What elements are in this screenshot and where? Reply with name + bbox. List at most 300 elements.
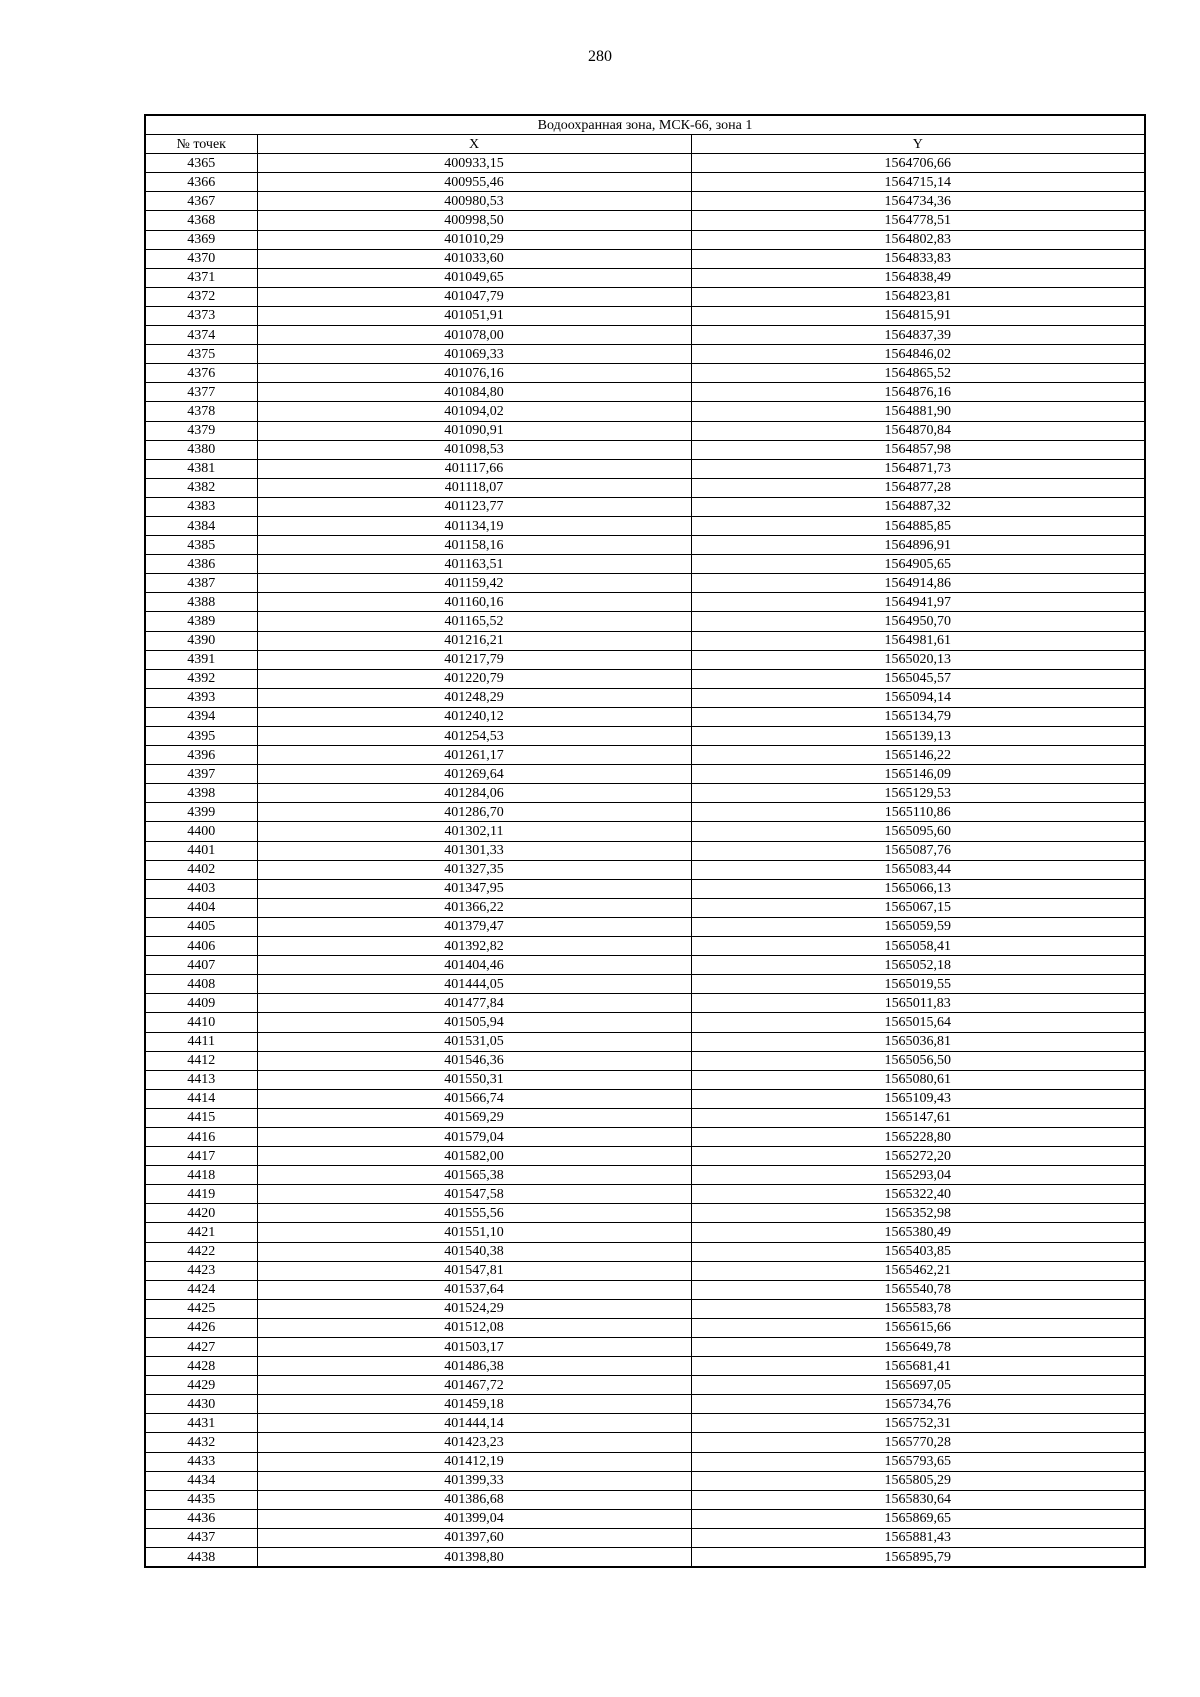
cell-point-number: 4393 (145, 688, 257, 707)
cell-x: 401118,07 (257, 478, 691, 497)
table-row (145, 1089, 1145, 1108)
cell-y: 1564941,97 (691, 593, 1145, 612)
cell-x: 401301,33 (257, 841, 691, 860)
cell-point-number: 4426 (145, 1318, 257, 1337)
cell-point-number: 4398 (145, 784, 257, 803)
table-row (145, 994, 1145, 1013)
table-row (145, 1108, 1145, 1127)
cell-point-number: 4392 (145, 669, 257, 688)
table-body (145, 154, 1145, 1567)
cell-point-number: 4420 (145, 1204, 257, 1223)
cell-x: 401399,33 (257, 1471, 691, 1490)
cell-y: 1565770,28 (691, 1433, 1145, 1452)
cell-point-number: 4411 (145, 1032, 257, 1051)
cell-x: 401366,22 (257, 898, 691, 917)
cell-x: 401076,16 (257, 364, 691, 383)
cell-point-number: 4371 (145, 268, 257, 287)
page-number: 280 (588, 48, 612, 65)
cell-point-number: 4406 (145, 937, 257, 956)
cell-x: 401537,64 (257, 1280, 691, 1299)
cell-point-number: 4436 (145, 1509, 257, 1528)
cell-y: 1565146,09 (691, 765, 1145, 784)
cell-point-number: 4376 (145, 364, 257, 383)
table-row (145, 459, 1145, 478)
cell-x: 400955,46 (257, 173, 691, 192)
cell-x: 401033,60 (257, 249, 691, 268)
cell-y: 1564877,28 (691, 478, 1145, 497)
table-row (145, 1548, 1145, 1568)
cell-point-number: 4396 (145, 746, 257, 765)
cell-x: 401123,77 (257, 497, 691, 516)
cell-y: 1565109,43 (691, 1089, 1145, 1108)
cell-x: 401398,80 (257, 1548, 691, 1568)
cell-point-number: 4407 (145, 956, 257, 975)
cell-x: 401551,10 (257, 1223, 691, 1242)
table-row (145, 956, 1145, 975)
cell-y: 1565380,49 (691, 1223, 1145, 1242)
cell-x: 401047,79 (257, 287, 691, 306)
cell-point-number: 4423 (145, 1261, 257, 1280)
cell-x: 401397,60 (257, 1528, 691, 1547)
cell-x: 401117,66 (257, 459, 691, 478)
table-row (145, 688, 1145, 707)
cell-y: 1564802,83 (691, 230, 1145, 249)
column-header-y: Y (691, 135, 1145, 154)
column-header-x: X (257, 135, 691, 154)
cell-point-number: 4415 (145, 1108, 257, 1127)
table-row (145, 192, 1145, 211)
cell-x: 401540,38 (257, 1242, 691, 1261)
cell-y: 1565805,29 (691, 1471, 1145, 1490)
cell-x: 401217,79 (257, 650, 691, 669)
cell-y: 1565869,65 (691, 1509, 1145, 1528)
cell-x: 401216,21 (257, 631, 691, 650)
cell-x: 401546,36 (257, 1051, 691, 1070)
cell-point-number: 4382 (145, 478, 257, 497)
cell-x: 401160,16 (257, 593, 691, 612)
cell-point-number: 4432 (145, 1433, 257, 1452)
cell-x: 401240,12 (257, 707, 691, 726)
cell-point-number: 4400 (145, 822, 257, 841)
table-row (145, 1166, 1145, 1185)
cell-x: 401327,35 (257, 860, 691, 879)
cell-x: 401459,18 (257, 1395, 691, 1414)
cell-y: 1565059,59 (691, 917, 1145, 936)
cell-point-number: 4408 (145, 975, 257, 994)
cell-point-number: 4419 (145, 1185, 257, 1204)
table-row (145, 1032, 1145, 1051)
cell-point-number: 4375 (145, 345, 257, 364)
table-row (145, 917, 1145, 936)
table-row (145, 746, 1145, 765)
table-row (145, 173, 1145, 192)
cell-x: 400980,53 (257, 192, 691, 211)
table-row (145, 1471, 1145, 1490)
table-row (145, 1242, 1145, 1261)
cell-y: 1564838,49 (691, 268, 1145, 287)
cell-x: 400998,50 (257, 211, 691, 230)
cell-x: 401269,64 (257, 765, 691, 784)
table-row (145, 765, 1145, 784)
cell-point-number: 4425 (145, 1299, 257, 1318)
cell-point-number: 4391 (145, 650, 257, 669)
cell-x: 401347,95 (257, 879, 691, 898)
cell-x: 401284,06 (257, 784, 691, 803)
cell-x: 401547,81 (257, 1261, 691, 1280)
cell-y: 1564905,65 (691, 555, 1145, 574)
cell-point-number: 4394 (145, 707, 257, 726)
cell-y: 1565615,66 (691, 1318, 1145, 1337)
table-row (145, 975, 1145, 994)
cell-point-number: 4390 (145, 631, 257, 650)
cell-x: 401512,08 (257, 1318, 691, 1337)
cell-x: 401094,02 (257, 402, 691, 421)
cell-y: 1564887,32 (691, 497, 1145, 516)
cell-y: 1565020,13 (691, 650, 1145, 669)
cell-point-number: 4403 (145, 879, 257, 898)
table-row (145, 1395, 1145, 1414)
cell-x: 401444,05 (257, 975, 691, 994)
table-row (145, 784, 1145, 803)
table-row (145, 1070, 1145, 1089)
cell-point-number: 4388 (145, 593, 257, 612)
table-row (145, 1318, 1145, 1337)
table-row (145, 326, 1145, 345)
table-row (145, 860, 1145, 879)
cell-point-number: 4370 (145, 249, 257, 268)
cell-x: 401163,51 (257, 555, 691, 574)
cell-point-number: 4416 (145, 1127, 257, 1146)
cell-x: 401220,79 (257, 669, 691, 688)
cell-x: 401486,38 (257, 1357, 691, 1376)
cell-point-number: 4401 (145, 841, 257, 860)
table-row (145, 1127, 1145, 1146)
cell-y: 1565352,98 (691, 1204, 1145, 1223)
cell-point-number: 4410 (145, 1013, 257, 1032)
cell-x: 401159,42 (257, 574, 691, 593)
cell-point-number: 4414 (145, 1089, 257, 1108)
cell-x: 401477,84 (257, 994, 691, 1013)
cell-y: 1564950,70 (691, 612, 1145, 631)
cell-y: 1564870,84 (691, 421, 1145, 440)
column-header-point-number: № точек (145, 135, 257, 154)
table-row (145, 364, 1145, 383)
table-row (145, 230, 1145, 249)
cell-x: 401165,52 (257, 612, 691, 631)
cell-x: 401467,72 (257, 1376, 691, 1395)
cell-y: 1565697,05 (691, 1376, 1145, 1395)
cell-y: 1565649,78 (691, 1338, 1145, 1357)
cell-point-number: 4395 (145, 727, 257, 746)
cell-y: 1565019,55 (691, 975, 1145, 994)
cell-point-number: 4427 (145, 1338, 257, 1357)
cell-y: 1565095,60 (691, 822, 1145, 841)
table-row (145, 536, 1145, 555)
cell-x: 401444,14 (257, 1414, 691, 1433)
cell-y: 1565734,76 (691, 1395, 1145, 1414)
cell-x: 401503,17 (257, 1338, 691, 1357)
cell-y: 1565146,22 (691, 746, 1145, 765)
cell-point-number: 4438 (145, 1548, 257, 1568)
cell-point-number: 4380 (145, 440, 257, 459)
cell-point-number: 4384 (145, 516, 257, 535)
cell-point-number: 4418 (145, 1166, 257, 1185)
cell-point-number: 4373 (145, 306, 257, 325)
cell-y: 1565036,81 (691, 1032, 1145, 1051)
table-row (145, 631, 1145, 650)
table-row (145, 1528, 1145, 1547)
table-row (145, 1147, 1145, 1166)
cell-point-number: 4369 (145, 230, 257, 249)
cell-point-number: 4379 (145, 421, 257, 440)
table-row (145, 383, 1145, 402)
cell-y: 1565058,41 (691, 937, 1145, 956)
cell-y: 1564823,81 (691, 287, 1145, 306)
cell-point-number: 4424 (145, 1280, 257, 1299)
cell-x: 401010,29 (257, 230, 691, 249)
cell-point-number: 4383 (145, 497, 257, 516)
cell-y: 1565881,43 (691, 1528, 1145, 1547)
table-row (145, 249, 1145, 268)
table-row (145, 1261, 1145, 1280)
table-row (145, 593, 1145, 612)
cell-x: 401392,82 (257, 937, 691, 956)
cell-y: 1564881,90 (691, 402, 1145, 421)
cell-y: 1565015,64 (691, 1013, 1145, 1032)
cell-y: 1564815,91 (691, 306, 1145, 325)
cell-point-number: 4389 (145, 612, 257, 631)
cell-point-number: 4372 (145, 287, 257, 306)
table-row (145, 1299, 1145, 1318)
table-row (145, 1204, 1145, 1223)
cell-y: 1565052,18 (691, 956, 1145, 975)
cell-y: 1564876,16 (691, 383, 1145, 402)
cell-y: 1565045,57 (691, 669, 1145, 688)
cell-x: 401531,05 (257, 1032, 691, 1051)
cell-y: 1564833,83 (691, 249, 1145, 268)
cell-y: 1565462,21 (691, 1261, 1145, 1280)
cell-y: 1565056,50 (691, 1051, 1145, 1070)
table-row (145, 937, 1145, 956)
cell-y: 1565094,14 (691, 688, 1145, 707)
cell-point-number: 4377 (145, 383, 257, 402)
table-row (145, 306, 1145, 325)
cell-y: 1565293,04 (691, 1166, 1145, 1185)
cell-y: 1564914,86 (691, 574, 1145, 593)
cell-y: 1565067,15 (691, 898, 1145, 917)
table-row (145, 803, 1145, 822)
table-row (145, 727, 1145, 746)
table-row (145, 1509, 1145, 1528)
table-row (145, 1338, 1145, 1357)
table-row (145, 497, 1145, 516)
cell-y: 1564734,36 (691, 192, 1145, 211)
cell-x: 401555,56 (257, 1204, 691, 1223)
cell-x: 401550,31 (257, 1070, 691, 1089)
cell-y: 1564865,52 (691, 364, 1145, 383)
cell-point-number: 4413 (145, 1070, 257, 1089)
cell-point-number: 4385 (145, 536, 257, 555)
cell-x: 400933,15 (257, 154, 691, 173)
table-row (145, 478, 1145, 497)
cell-x: 401423,23 (257, 1433, 691, 1452)
cell-y: 1564846,02 (691, 345, 1145, 364)
cell-x: 401248,29 (257, 688, 691, 707)
cell-y: 1565583,78 (691, 1299, 1145, 1318)
cell-point-number: 4386 (145, 555, 257, 574)
cell-y: 1565134,79 (691, 707, 1145, 726)
table-row (145, 1376, 1145, 1395)
cell-y: 1565228,80 (691, 1127, 1145, 1146)
cell-y: 1565147,61 (691, 1108, 1145, 1127)
table-row (145, 1452, 1145, 1471)
cell-point-number: 4412 (145, 1051, 257, 1070)
cell-point-number: 4387 (145, 574, 257, 593)
cell-point-number: 4374 (145, 326, 257, 345)
table-row (145, 1414, 1145, 1433)
cell-y: 1565083,44 (691, 860, 1145, 879)
cell-y: 1565322,40 (691, 1185, 1145, 1204)
table-row (145, 841, 1145, 860)
table-row (145, 211, 1145, 230)
cell-point-number: 4422 (145, 1242, 257, 1261)
cell-x: 401379,47 (257, 917, 691, 936)
cell-point-number: 4437 (145, 1528, 257, 1547)
table-row (145, 555, 1145, 574)
table-row (145, 345, 1145, 364)
cell-x: 401254,53 (257, 727, 691, 746)
cell-y: 1564837,39 (691, 326, 1145, 345)
table-row (145, 898, 1145, 917)
table-row (145, 1433, 1145, 1452)
cell-point-number: 4430 (145, 1395, 257, 1414)
cell-point-number: 4428 (145, 1357, 257, 1376)
cell-y: 1565540,78 (691, 1280, 1145, 1299)
cell-point-number: 4367 (145, 192, 257, 211)
cell-point-number: 4381 (145, 459, 257, 478)
cell-x: 401565,38 (257, 1166, 691, 1185)
cell-x: 401051,91 (257, 306, 691, 325)
cell-x: 401261,17 (257, 746, 691, 765)
table-row (145, 1223, 1145, 1242)
cell-y: 1564706,66 (691, 154, 1145, 173)
cell-x: 401084,80 (257, 383, 691, 402)
cell-x: 401098,53 (257, 440, 691, 459)
cell-y: 1565830,64 (691, 1490, 1145, 1509)
cell-y: 1565080,61 (691, 1070, 1145, 1089)
cell-y: 1565681,41 (691, 1357, 1145, 1376)
cell-y: 1564857,98 (691, 440, 1145, 459)
table-row (145, 707, 1145, 726)
cell-x: 401566,74 (257, 1089, 691, 1108)
cell-y: 1564981,61 (691, 631, 1145, 650)
cell-y: 1565066,13 (691, 879, 1145, 898)
table-row (145, 516, 1145, 535)
cell-y: 1565139,13 (691, 727, 1145, 746)
cell-point-number: 4431 (145, 1414, 257, 1433)
table-row (145, 268, 1145, 287)
cell-point-number: 4417 (145, 1147, 257, 1166)
table-row (145, 421, 1145, 440)
cell-point-number: 4429 (145, 1376, 257, 1395)
cell-point-number: 4365 (145, 154, 257, 173)
table-row (145, 402, 1145, 421)
cell-x: 401404,46 (257, 956, 691, 975)
cell-y: 1565752,31 (691, 1414, 1145, 1433)
table-row (145, 1280, 1145, 1299)
cell-x: 401158,16 (257, 536, 691, 555)
cell-x: 401524,29 (257, 1299, 691, 1318)
cell-y: 1565110,86 (691, 803, 1145, 822)
cell-x: 401399,04 (257, 1509, 691, 1528)
cell-y: 1565087,76 (691, 841, 1145, 860)
cell-point-number: 4399 (145, 803, 257, 822)
cell-x: 401134,19 (257, 516, 691, 535)
cell-y: 1565272,20 (691, 1147, 1145, 1166)
cell-y: 1564896,91 (691, 536, 1145, 555)
table-row (145, 1051, 1145, 1070)
cell-point-number: 4368 (145, 211, 257, 230)
cell-x: 401412,19 (257, 1452, 691, 1471)
cell-x: 401090,91 (257, 421, 691, 440)
cell-point-number: 4397 (145, 765, 257, 784)
cell-x: 401579,04 (257, 1127, 691, 1146)
table-row (145, 879, 1145, 898)
cell-x: 401386,68 (257, 1490, 691, 1509)
cell-y: 1565011,83 (691, 994, 1145, 1013)
cell-point-number: 4421 (145, 1223, 257, 1242)
cell-x: 401049,65 (257, 268, 691, 287)
cell-x: 401078,00 (257, 326, 691, 345)
table-title-row (145, 115, 1145, 135)
cell-point-number: 4434 (145, 1471, 257, 1490)
table-row (145, 1013, 1145, 1032)
cell-point-number: 4404 (145, 898, 257, 917)
table-row (145, 154, 1145, 173)
table-title: Водоохранная зона, МСК-66, зона 1 (145, 115, 1145, 135)
cell-x: 401286,70 (257, 803, 691, 822)
cell-x: 401582,00 (257, 1147, 691, 1166)
cell-point-number: 4409 (145, 994, 257, 1013)
table-row (145, 1185, 1145, 1204)
table-row (145, 440, 1145, 459)
table-header-row (145, 135, 1145, 154)
cell-point-number: 4378 (145, 402, 257, 421)
cell-point-number: 4405 (145, 917, 257, 936)
table-row (145, 1490, 1145, 1509)
cell-point-number: 4366 (145, 173, 257, 192)
cell-x: 401069,33 (257, 345, 691, 364)
cell-point-number: 4433 (145, 1452, 257, 1471)
cell-x: 401302,11 (257, 822, 691, 841)
table-row (145, 612, 1145, 631)
cell-y: 1565895,79 (691, 1548, 1145, 1568)
cell-y: 1565793,65 (691, 1452, 1145, 1471)
table-row (145, 574, 1145, 593)
cell-point-number: 4402 (145, 860, 257, 879)
cell-y: 1564885,85 (691, 516, 1145, 535)
cell-y: 1565129,53 (691, 784, 1145, 803)
cell-point-number: 4435 (145, 1490, 257, 1509)
cell-y: 1564871,73 (691, 459, 1145, 478)
cell-y: 1564715,14 (691, 173, 1145, 192)
table-row (145, 822, 1145, 841)
table-row (145, 1357, 1145, 1376)
table-row (145, 650, 1145, 669)
table-row (145, 287, 1145, 306)
cell-x: 401505,94 (257, 1013, 691, 1032)
cell-y: 1564778,51 (691, 211, 1145, 230)
